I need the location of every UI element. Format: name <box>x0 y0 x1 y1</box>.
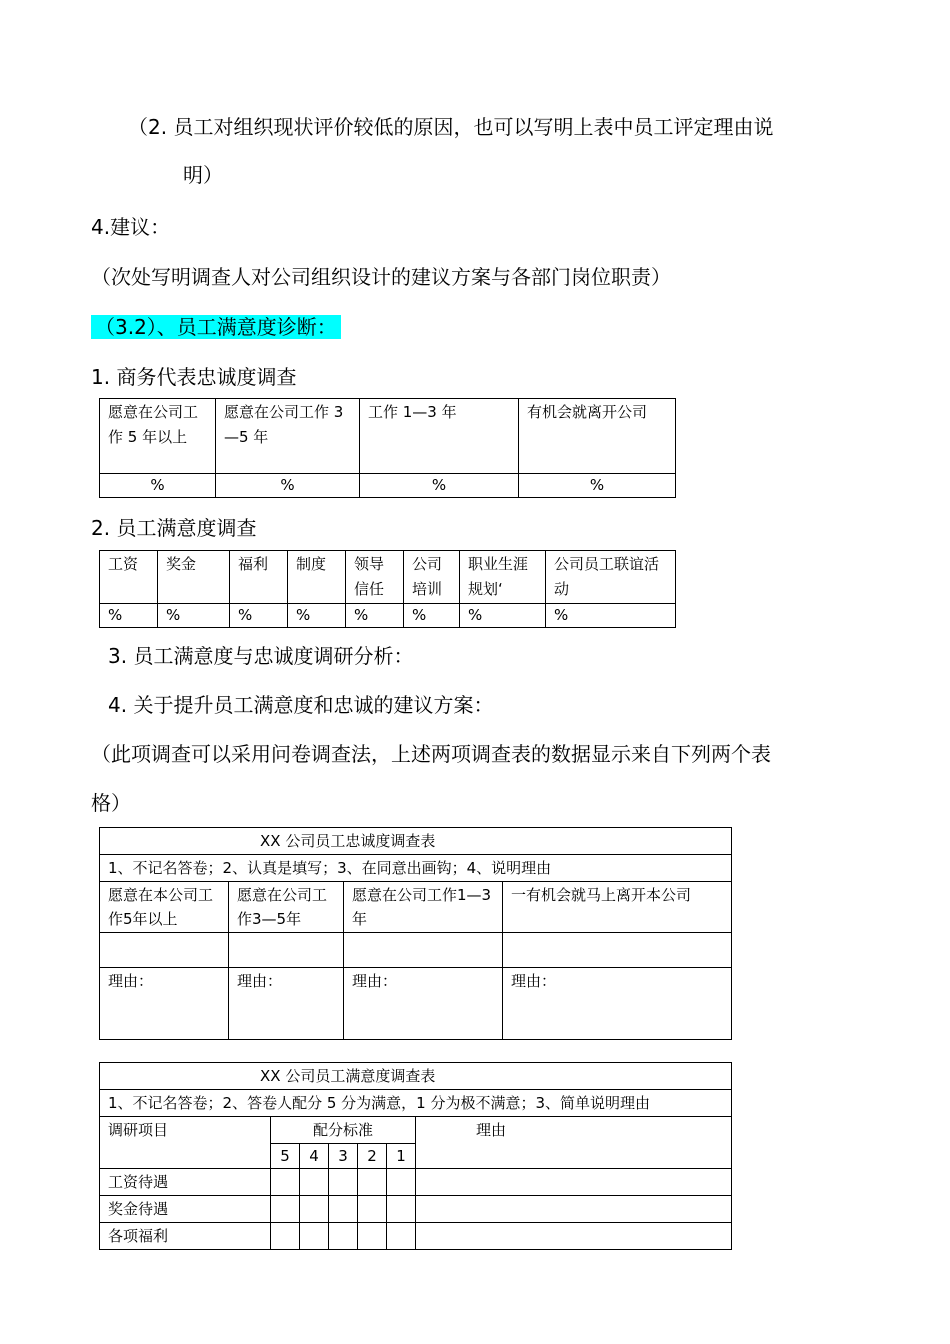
section-satisfaction-diagnosis <box>91 313 341 341</box>
loyalty-value: % <box>360 474 519 498</box>
loyalty-value: % <box>519 474 676 498</box>
sat-value: % <box>230 604 288 628</box>
sat-value: % <box>404 604 460 628</box>
score-cell[interactable] <box>329 1196 358 1223</box>
loyalty-value: % <box>100 474 216 498</box>
score-1: 1 <box>387 1144 416 1169</box>
sat-header-career: 职业生涯规划‘ <box>460 551 546 604</box>
loyalty-header-3to5: 愿意在公司工作 3—5 年 <box>216 399 360 474</box>
item-analysis: 3. 员工满意度与忠诚度调研分析： <box>108 644 414 668</box>
sat-header-bonus: 奖金 <box>158 551 230 604</box>
score-cell[interactable] <box>300 1223 329 1250</box>
reason-cell[interactable] <box>416 1169 732 1196</box>
loyalty-form-col-leave: 一有机会就马上离开本公司 <box>503 882 732 933</box>
score-5: 5 <box>271 1144 300 1169</box>
reason-cell[interactable] <box>416 1196 732 1223</box>
sat-header-activities: 公司员工联谊活动 <box>546 551 676 604</box>
satisfaction-form-row-salary: 工资待遇 <box>100 1169 271 1196</box>
sat-header-leadership: 领导信任 <box>346 551 404 604</box>
score-cell[interactable] <box>387 1196 416 1223</box>
para-note: （此项调查可以采用问卷调查法，上述两项调查表的数据显示来自下列两个表 <box>91 742 771 766</box>
loyalty-header-1to3: 工作 1—3 年 <box>360 399 519 474</box>
score-cell[interactable] <box>271 1223 300 1250</box>
loyalty-form-title: XX 公司员工忠诚度调查表 <box>100 828 732 855</box>
satisfaction-form-col-reason: 理由 <box>416 1117 732 1169</box>
loyalty-form-check-cell[interactable] <box>229 933 344 968</box>
loyalty-form-reason: 理由： <box>344 968 503 1040</box>
highlight-text: （3.2）、员工满意度诊断： <box>91 315 341 339</box>
score-3: 3 <box>329 1144 358 1169</box>
sat-value: % <box>546 604 676 628</box>
reason-cell[interactable] <box>416 1223 732 1250</box>
satisfaction-form-col-item: 调研项目 <box>100 1117 271 1169</box>
sat-header-training: 公司培训 <box>404 551 460 604</box>
item-proposal: 4. 关于提升员工满意度和忠诚的建议方案： <box>108 693 494 717</box>
loyalty-value: % <box>216 474 360 498</box>
para-suggestion: （次处写明调查人对公司组织设计的建议方案与各部门岗位职责） <box>91 265 671 289</box>
sat-value: % <box>158 604 230 628</box>
loyalty-form-col-1to3: 愿意在公司工作1—3 年 <box>344 882 503 933</box>
sat-header-system: 制度 <box>288 551 346 604</box>
loyalty-form-table <box>99 827 732 1040</box>
loyalty-header-leave: 有机会就离开公司 <box>519 399 676 474</box>
score-cell[interactable] <box>300 1169 329 1196</box>
loyalty-form-instructions: 1、不记名答卷；2、认真是填写；3、在同意出画钩；4、说明理由 <box>100 855 732 882</box>
loyalty-table <box>99 398 676 498</box>
sat-value: % <box>100 604 158 628</box>
loyalty-form-reason: 理由： <box>229 968 344 1040</box>
satisfaction-form-row-welfare: 各项福利 <box>100 1223 271 1250</box>
score-2: 2 <box>358 1144 387 1169</box>
score-cell[interactable] <box>387 1223 416 1250</box>
score-cell[interactable] <box>387 1169 416 1196</box>
satisfaction-form-table <box>99 1062 732 1250</box>
score-cell[interactable] <box>329 1169 358 1196</box>
loyalty-form-reason: 理由： <box>100 968 229 1040</box>
para-note-cont: 格） <box>91 791 131 815</box>
score-cell[interactable] <box>271 1196 300 1223</box>
loyalty-survey-title: 1. 商务代表忠诚度调查 <box>91 365 297 389</box>
loyalty-form-check-cell[interactable] <box>344 933 503 968</box>
sat-value: % <box>460 604 546 628</box>
loyalty-form-reason: 理由： <box>503 968 732 1040</box>
loyalty-header-5plus: 愿意在公司工作 5 年以上 <box>100 399 216 474</box>
score-cell[interactable] <box>271 1169 300 1196</box>
sat-header-welfare: 福利 <box>230 551 288 604</box>
sat-value: % <box>288 604 346 628</box>
sat-value: % <box>346 604 404 628</box>
score-cell[interactable] <box>358 1223 387 1250</box>
score-4: 4 <box>300 1144 329 1169</box>
satisfaction-form-instructions: 1、不记名答卷；2、答卷人配分 5 分为满意，1 分为极不满意；3、简单说明理由 <box>100 1090 732 1117</box>
para-reason: （2. 员工对组织现状评价较低的原因，也可以写明上表中员工评定理由说 <box>128 115 774 139</box>
score-cell[interactable] <box>358 1196 387 1223</box>
para-reason-cont: 明） <box>183 163 223 187</box>
sat-header-salary: 工资 <box>100 551 158 604</box>
satisfaction-form-col-score: 配分标准 <box>271 1117 416 1144</box>
satisfaction-survey-title: 2. 员工满意度调查 <box>91 516 257 540</box>
satisfaction-form-title: XX 公司员工满意度调查表 <box>100 1063 732 1090</box>
loyalty-form-col-5plus: 愿意在本公司工作5年以上 <box>100 882 229 933</box>
heading-suggestion: 4.建议： <box>91 215 171 239</box>
satisfaction-form-row-bonus: 奖金待遇 <box>100 1196 271 1223</box>
score-cell[interactable] <box>300 1196 329 1223</box>
score-cell[interactable] <box>358 1169 387 1196</box>
satisfaction-table <box>99 550 676 628</box>
loyalty-form-check-cell[interactable] <box>100 933 229 968</box>
loyalty-form-check-cell[interactable] <box>503 933 732 968</box>
loyalty-form-col-3to5: 愿意在公司工作3—5年 <box>229 882 344 933</box>
score-cell[interactable] <box>329 1223 358 1250</box>
